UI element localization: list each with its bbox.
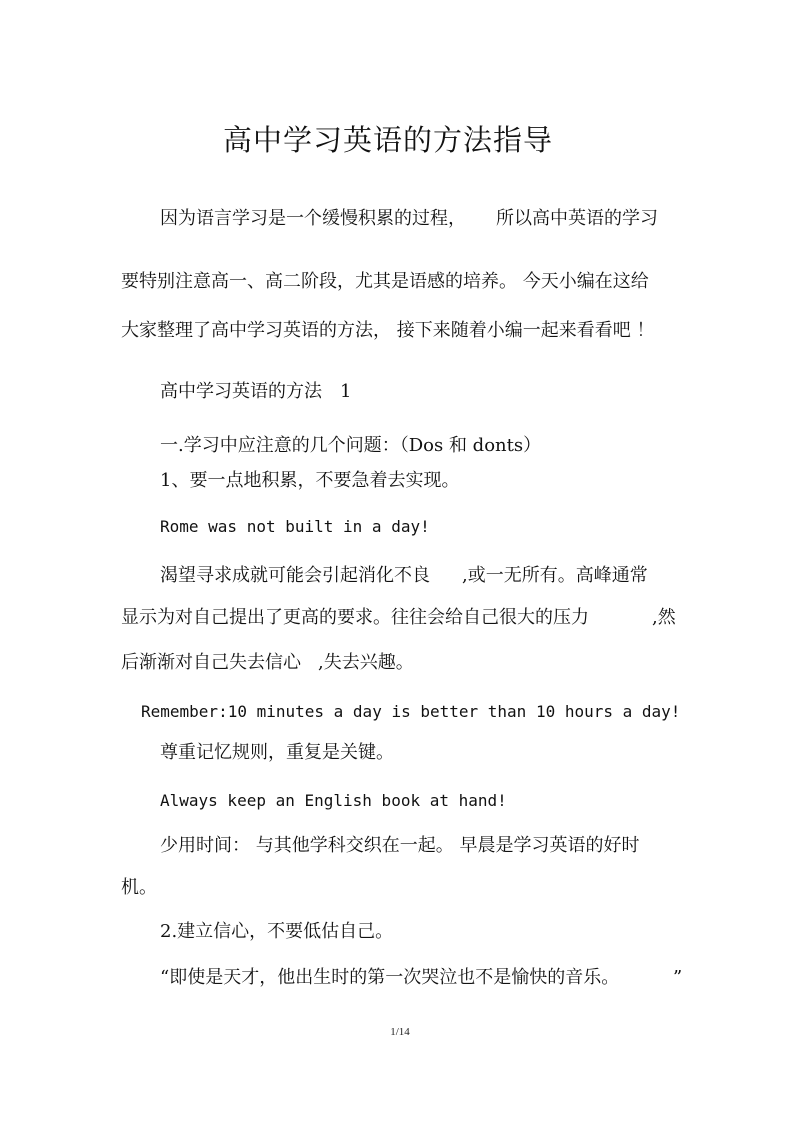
point-2-heading: 2.建立信心，不要低估自己。 <box>160 921 394 942</box>
point-1-quote: Rome was not built in a day! <box>160 517 430 536</box>
point-1-para-line-1a: 渴望寻求成就可能会引起消化不良 <box>160 565 430 586</box>
intro-line-1a: 因为语言学习是一个缓慢积累的过程， <box>160 208 466 229</box>
always-line: Always keep an English book at hand! <box>160 791 507 810</box>
subsection-heading: 一.学习中应注意的几个问题：（Dos 和 donts） <box>160 435 542 456</box>
page-number: 1/14 <box>390 1026 410 1038</box>
intro-line-3: 大家整理了高中学习英语的方法， 接下来随着小编一起来看看吧 ！ <box>121 320 655 341</box>
document-title: 高中学习英语的方法指导 <box>223 123 554 157</box>
point-2-quote: “即使是天才，他出生时的第一次哭泣也不是愉快的音乐。 <box>160 967 620 988</box>
point-1-para-line-3b: ,失去兴趣。 <box>318 652 414 673</box>
section-heading: 高中学习英语的方法 1 <box>160 381 352 402</box>
intro-line-2: 要特别注意高一、高二阶段，尤其是语感的培养。 今天小编在这给 <box>121 271 649 292</box>
intro-line-1b: 所以高中英语的学习 <box>496 208 658 229</box>
memory-rule: 尊重记忆规则，重复是关键。 <box>160 742 394 763</box>
point-1-heading: 1、要一点地积累，不要急着去实现。 <box>160 470 460 491</box>
time-line-1: 少用时间： 与其他学科交织在一起。 早晨是学习英语的好时 <box>160 835 640 856</box>
point-1-para-line-2b: ,然 <box>652 607 676 628</box>
point-2-quote-close: ” <box>673 967 683 988</box>
point-1-para-line-2a: 显示为对自己提出了更高的要求。往往会给自己很大的压力 <box>121 607 589 628</box>
time-line-2: 机。 <box>121 877 157 898</box>
point-1-para-line-3a: 后渐渐对自己失去信心 <box>121 652 301 673</box>
remember-line: Remember:10 minutes a day is better than 10 hours a day! <box>141 702 681 721</box>
point-1-para-line-1b: ,或一无所有。高峰通常 <box>462 565 648 586</box>
